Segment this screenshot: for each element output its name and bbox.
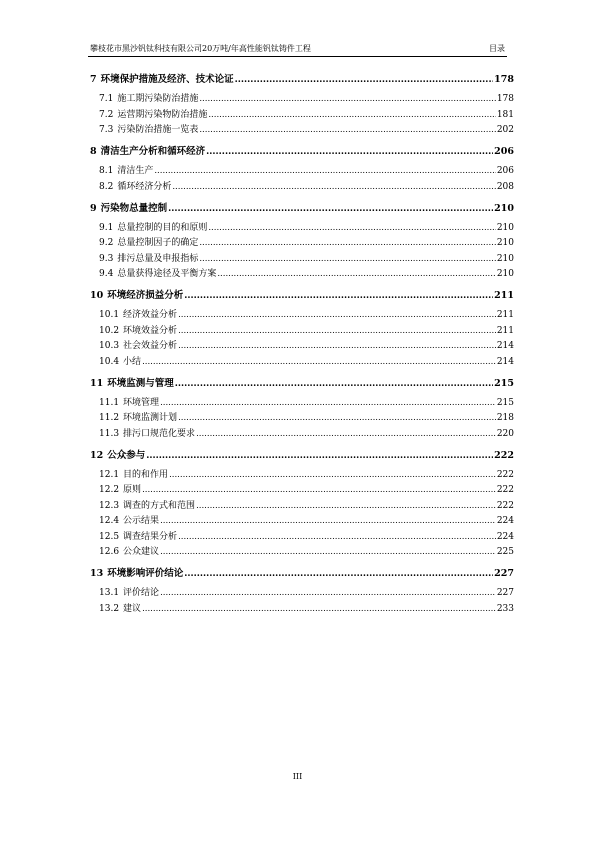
section-page: 178: [496, 94, 514, 104]
section-title: 清洁生产: [117, 166, 154, 176]
chapter-label: [90, 287, 183, 301]
section-page: 210: [496, 238, 514, 248]
toc-section-11-3[interactable]: [90, 427, 514, 439]
chapter-number: 8: [90, 146, 97, 157]
section-label: [99, 410, 177, 423]
section-page: 211: [496, 310, 514, 320]
chapter-page: 210: [494, 202, 514, 214]
toc-section-12-5[interactable]: [90, 530, 514, 542]
dot-leader: [142, 484, 496, 495]
dot-leader: [172, 181, 495, 192]
toc-section-9-1[interactable]: [90, 221, 514, 233]
section-number: 10.1: [99, 310, 120, 320]
section-number: 12.4: [99, 516, 120, 526]
chapter-title: 公众参与: [107, 449, 146, 461]
dot-leader: [178, 325, 496, 336]
chapter-title: 环境监测与管理: [107, 377, 174, 389]
dot-leader: [169, 469, 496, 480]
toc-chapter-9[interactable]: [90, 201, 514, 214]
toc-section-11-2[interactable]: [90, 411, 514, 423]
chapter-label: [90, 375, 174, 389]
dot-leader: [160, 515, 496, 526]
section-page: 224: [496, 516, 514, 526]
document-title: 攀枝花市黑沙钒钛科技有限公司20万吨/年高性能钒钛铸件工程: [90, 44, 311, 53]
dot-leader: [208, 222, 495, 233]
dot-leader: [199, 124, 495, 135]
chapter-label: [90, 143, 205, 157]
chapter-label: [90, 71, 234, 85]
section-number: 12.5: [99, 531, 120, 542]
section-title: 环境监测计划: [123, 413, 178, 423]
section-label: [99, 498, 195, 511]
section-title: 污染防治措施一览表: [117, 125, 199, 135]
chapter-title: 污染物总量控制: [100, 202, 168, 214]
section-label: [99, 544, 159, 557]
section-number: 10.4: [99, 356, 120, 367]
chapter-number: 11: [90, 377, 104, 389]
chapter-page: 211: [494, 290, 514, 301]
table-of-contents: [90, 64, 514, 617]
section-title: 排污总量及申报指标: [117, 253, 199, 264]
toc-section-7-3[interactable]: [90, 123, 514, 135]
dot-leader: [160, 397, 496, 408]
toc-section-10-4[interactable]: [90, 355, 514, 367]
section-number: 12.1: [99, 469, 120, 480]
section-label: [99, 220, 207, 233]
chapter-number: 10: [90, 290, 104, 301]
dot-leader: [178, 340, 496, 351]
toc-section-7-2[interactable]: [90, 108, 514, 120]
section-page: 206: [496, 166, 514, 176]
section-label: [99, 426, 195, 439]
section-page: 214: [496, 356, 514, 367]
section-number: 7.1: [99, 94, 114, 104]
section-page: 222: [496, 500, 514, 511]
dot-leader: [160, 587, 496, 598]
section-label: [99, 354, 141, 367]
section-number: 11.1: [99, 397, 120, 408]
toc-section-9-3[interactable]: [90, 252, 514, 264]
chapter-title: 环境保护措施及经济、技术论证: [100, 74, 234, 85]
section-label: [99, 338, 177, 351]
section-page: 211: [496, 325, 514, 336]
section-number: 9.2: [99, 238, 114, 248]
toc-section-9-2[interactable]: [90, 236, 514, 248]
section-page: 227: [496, 588, 514, 598]
section-label: [99, 91, 198, 104]
section-title: 评价结论: [123, 588, 160, 598]
section-number: 11.3: [99, 428, 120, 439]
section-label: [99, 179, 171, 192]
toc-section-13-2[interactable]: [90, 602, 514, 614]
section-title: 原则: [123, 485, 142, 495]
dot-leader: [184, 567, 493, 579]
chapter-page: 215: [494, 377, 514, 389]
section-title: 总量控制因子的确定: [117, 238, 199, 248]
header-section-label: 目录: [489, 44, 505, 53]
section-page: 210: [496, 222, 514, 233]
toc-section-12-3[interactable]: [90, 499, 514, 511]
section-label: [99, 529, 177, 542]
section-page: 233: [496, 603, 514, 614]
chapter-label: [90, 447, 145, 461]
section-page: 225: [496, 547, 514, 557]
section-title: 调查的方式和范围: [123, 500, 196, 511]
chapter-page: 178: [494, 74, 514, 85]
dot-leader: [217, 268, 495, 279]
section-label: [99, 513, 159, 526]
toc-section-7-1[interactable]: [90, 92, 514, 104]
dot-leader: [178, 531, 496, 542]
toc-chapter-11[interactable]: [90, 376, 514, 389]
dot-leader: [154, 165, 495, 176]
toc-section-9-4[interactable]: [90, 267, 514, 279]
dot-leader: [146, 449, 493, 461]
dot-leader: [196, 500, 496, 511]
section-page: 222: [496, 485, 514, 495]
chapter-number: 13: [90, 568, 104, 579]
toc-section-12-4[interactable]: [90, 514, 514, 526]
toc-chapter-12[interactable]: [90, 448, 514, 461]
section-label: [99, 307, 177, 320]
section-label: [99, 235, 198, 248]
section-title: 总量控制的目的和原则: [117, 222, 208, 233]
section-page: 220: [496, 428, 514, 439]
toc-chapter-7[interactable]: [90, 72, 514, 85]
section-title: 运营期污染物防治措施: [117, 109, 208, 120]
dot-leader: [208, 109, 495, 120]
dot-leader: [196, 428, 496, 439]
chapter-page: 222: [494, 449, 514, 461]
dot-leader: [142, 356, 496, 367]
section-number: 11.2: [99, 413, 120, 423]
section-title: 排污口规范化要求: [123, 428, 196, 439]
toc-section-10-1[interactable]: [90, 308, 514, 320]
section-title: 环境效益分析: [123, 325, 178, 336]
chapter-page: 206: [494, 146, 514, 157]
chapter-number: 12: [90, 449, 104, 461]
section-page: 215: [496, 397, 514, 408]
section-label: [99, 585, 159, 598]
section-label: [99, 266, 216, 279]
section-number: 9.3: [99, 253, 114, 264]
section-title: 建议: [123, 603, 142, 614]
section-label: [99, 163, 153, 176]
section-title: 社会效益分析: [123, 341, 178, 351]
section-number: 12.3: [99, 500, 120, 511]
section-title: 公众建议: [123, 547, 160, 557]
toc-section-8-2[interactable]: [90, 180, 514, 192]
section-label: [99, 467, 168, 480]
section-number: 12.2: [99, 485, 120, 495]
toc-chapter-8[interactable]: [90, 144, 514, 157]
chapter-label: [90, 200, 167, 214]
section-page: 208: [496, 181, 514, 192]
page-header: [88, 38, 507, 57]
toc-section-13-1[interactable]: [90, 586, 514, 598]
section-number: 9.1: [99, 222, 114, 233]
section-page: 210: [496, 269, 514, 279]
chapter-number: 7: [90, 74, 97, 85]
section-title: 总量获得途径及平衡方案: [117, 269, 217, 279]
section-page: 224: [496, 531, 514, 542]
toc-chapter-13[interactable]: [90, 566, 514, 579]
section-page: 214: [496, 341, 514, 351]
section-number: 13.1: [99, 588, 120, 598]
section-label: [99, 122, 198, 135]
chapter-title: 环境经济损益分析: [107, 290, 184, 301]
section-title: 循环经济分析: [117, 181, 172, 192]
dot-leader: [175, 377, 493, 389]
section-page: 181: [496, 109, 514, 120]
page-number: III: [292, 772, 303, 781]
toc-section-12-2[interactable]: [90, 483, 514, 495]
section-page: 222: [496, 469, 514, 480]
section-page: 218: [496, 413, 514, 423]
dot-leader: [199, 93, 495, 104]
section-label: [99, 251, 198, 264]
section-title: 施工期污染防治措施: [117, 94, 199, 104]
section-title: 环境管理: [123, 397, 160, 408]
dot-leader: [160, 546, 496, 557]
section-number: 8.1: [99, 166, 114, 176]
dot-leader: [142, 603, 496, 614]
section-title: 经济效益分析: [123, 310, 178, 320]
section-number: 9.4: [99, 269, 114, 279]
section-number: 7.3: [99, 125, 114, 135]
toc-chapter-10[interactable]: [90, 288, 514, 301]
dot-leader: [206, 145, 493, 157]
section-page: 210: [496, 253, 514, 264]
section-page: 202: [496, 125, 514, 135]
toc-section-12-6[interactable]: [90, 545, 514, 557]
toc-section-10-2[interactable]: [90, 324, 514, 336]
dot-leader: [235, 73, 494, 85]
dot-leader: [199, 253, 495, 264]
section-number: 7.2: [99, 109, 114, 120]
toc-section-12-1[interactable]: [90, 468, 514, 480]
section-title: 目的和作用: [123, 469, 169, 480]
toc-section-8-1[interactable]: [90, 164, 514, 176]
section-title: 小结: [123, 356, 142, 367]
section-number: 13.2: [99, 603, 120, 614]
section-number: 8.2: [99, 181, 114, 192]
section-label: [99, 395, 159, 408]
dot-leader: [184, 289, 493, 301]
dot-leader: [178, 309, 496, 320]
dot-leader: [199, 237, 495, 248]
chapter-page: 227: [494, 568, 514, 579]
toc-section-11-1[interactable]: [90, 396, 514, 408]
section-title: 调查结果分析: [123, 531, 178, 542]
chapter-number: 9: [90, 202, 97, 214]
section-label: [99, 601, 141, 614]
section-number: 10.3: [99, 341, 120, 351]
chapter-title: 清洁生产分析和循环经济: [100, 146, 206, 157]
dot-leader: [178, 412, 496, 423]
section-label: [99, 107, 207, 120]
section-number: 12.6: [99, 547, 120, 557]
section-label: [99, 482, 141, 495]
dot-leader: [168, 202, 493, 214]
chapter-title: 环境影响评价结论: [107, 568, 184, 579]
section-label: [99, 323, 177, 336]
chapter-label: [90, 565, 183, 579]
section-number: 10.2: [99, 325, 120, 336]
toc-section-10-3[interactable]: [90, 339, 514, 351]
section-title: 公示结果: [123, 516, 160, 526]
